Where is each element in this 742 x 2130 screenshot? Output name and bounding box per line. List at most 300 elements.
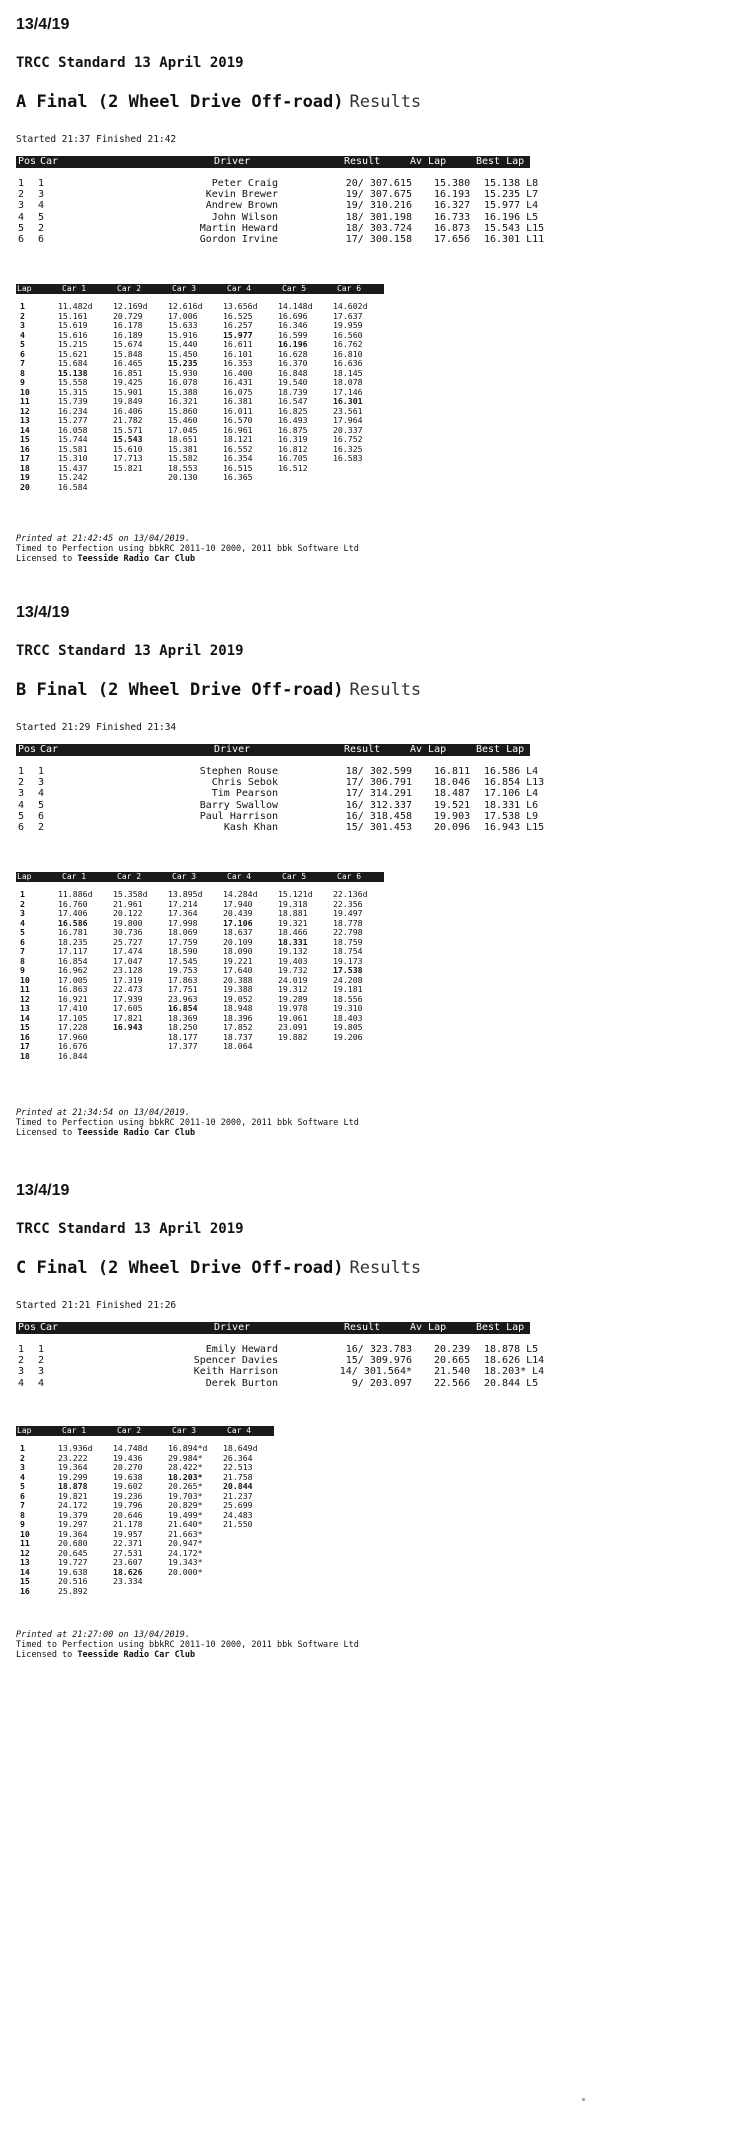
lap-time: 23.222 bbox=[58, 1452, 88, 1463]
lap-number: 12 bbox=[20, 405, 30, 416]
lap-time: 12.169d bbox=[113, 301, 148, 311]
result-result: 15/ 309.976 bbox=[345, 1355, 412, 1367]
lap-time: 19.805 bbox=[333, 1022, 363, 1032]
lap-time: 16.512 bbox=[278, 462, 308, 473]
lap-time: 16.321 bbox=[168, 396, 198, 406]
lap-header-cell: Car 5 bbox=[282, 872, 307, 881]
result-car: 1 bbox=[38, 178, 45, 189]
lap-time: 18.759 bbox=[333, 936, 363, 947]
result-result: 16/ 318.458 bbox=[345, 810, 412, 822]
lap-time: 20.270 bbox=[113, 1462, 143, 1472]
result-av: 15.380 bbox=[434, 178, 471, 189]
lap-time: 16.844 bbox=[58, 1050, 88, 1061]
results-header-cell: Best Lap bbox=[476, 1322, 525, 1333]
result-best: 16.854 L13 bbox=[484, 777, 545, 789]
result-pos: 2 bbox=[18, 777, 25, 789]
lap-time: 18.626 bbox=[113, 1566, 143, 1577]
result-best: 15.977 L4 bbox=[484, 200, 539, 212]
result-row bbox=[16, 777, 545, 789]
print-footer bbox=[16, 534, 359, 564]
lap-time: 19.343* bbox=[168, 1557, 203, 1567]
lap-time: 16.584 bbox=[58, 481, 88, 492]
lap-time: 19.297 bbox=[58, 1519, 88, 1529]
lap-time: 16.599 bbox=[278, 329, 308, 340]
printed-at: Printed at 21:42:45 on 13/04/2019. bbox=[16, 534, 190, 544]
lap-time: 17.940 bbox=[223, 898, 253, 909]
result-result: 15/ 301.453 bbox=[345, 822, 412, 833]
lap-number: 8 bbox=[20, 955, 25, 966]
lap-time: 18.369 bbox=[168, 1012, 198, 1023]
lap-time: 15.930 bbox=[168, 367, 198, 378]
lap-time: 19.289 bbox=[278, 993, 308, 1004]
lap-row bbox=[16, 378, 384, 387]
lap-time: 17.751 bbox=[168, 984, 198, 994]
results-label: Results bbox=[349, 680, 422, 700]
lap-row bbox=[16, 1539, 274, 1548]
results-header-cell: Car bbox=[40, 1322, 59, 1333]
result-av: 20.239 bbox=[434, 1344, 471, 1355]
lap-time: 19.299 bbox=[58, 1471, 88, 1482]
lap-header-bar bbox=[16, 872, 384, 882]
lap-time: 18.590 bbox=[168, 946, 198, 956]
result-av: 18.487 bbox=[434, 788, 471, 800]
lap-time: 14.148d bbox=[278, 301, 313, 311]
lap-row bbox=[16, 1558, 274, 1567]
lap-time: 16.189 bbox=[113, 329, 143, 340]
lap-header-bar bbox=[16, 284, 384, 294]
result-pos: 4 bbox=[18, 1377, 25, 1389]
lap-time: 15.242 bbox=[58, 472, 88, 482]
lap-number: 2 bbox=[20, 1452, 25, 1463]
lap-time: 15.619 bbox=[58, 320, 88, 330]
licensed-club: Teesside Radio Car Club bbox=[77, 1650, 196, 1660]
result-pos: 6 bbox=[18, 234, 25, 245]
lap-time: 12.616d bbox=[168, 301, 203, 311]
lap-time: 15.215 bbox=[58, 339, 88, 349]
licensed-prefix: Licensed to bbox=[16, 1128, 78, 1138]
lap-row bbox=[16, 966, 384, 975]
lap-time: 14.602d bbox=[333, 301, 368, 311]
result-driver: Tim Pearson bbox=[211, 788, 278, 800]
timed-line: Timed to Perfection using bbkRC 2011-10 2000, 2011 bbk Software Ltd bbox=[16, 544, 359, 554]
result-best: 16.196 L5 bbox=[484, 211, 539, 223]
lap-time: 15.610 bbox=[113, 443, 143, 454]
lap-header-cell: Lap bbox=[17, 1426, 32, 1435]
result-result: 17/ 306.791 bbox=[345, 777, 412, 789]
results-header-cell: Driver bbox=[214, 156, 251, 167]
lap-time: 15.558 bbox=[58, 377, 88, 387]
licensed-line bbox=[16, 554, 359, 564]
lap-time: 19.132 bbox=[278, 946, 308, 956]
lap-time: 16.921 bbox=[58, 993, 88, 1004]
lap-number: 4 bbox=[20, 1471, 25, 1482]
lap-time: 19.800 bbox=[113, 917, 143, 928]
lap-row bbox=[16, 985, 384, 994]
result-best: 18.878 L5 bbox=[484, 1344, 539, 1355]
lap-time: 19.602 bbox=[113, 1481, 143, 1491]
licensed-line bbox=[16, 1650, 359, 1660]
lap-number: 10 bbox=[20, 1528, 30, 1539]
lap-time: 25.727 bbox=[113, 936, 143, 947]
result-best: 18.203* L4 bbox=[484, 1366, 545, 1378]
result-driver: John Wilson bbox=[211, 211, 278, 223]
result-row bbox=[16, 810, 539, 822]
lap-number: 3 bbox=[20, 320, 25, 330]
lap-time: 15.138 bbox=[58, 367, 88, 378]
lap-number: 7 bbox=[20, 946, 25, 956]
lap-row bbox=[16, 302, 384, 311]
lap-time: 17.998 bbox=[168, 917, 198, 928]
lap-time: 15.739 bbox=[58, 396, 88, 406]
lap-time: 17.364 bbox=[168, 908, 198, 918]
lap-time: 15.860 bbox=[168, 405, 198, 416]
lap-time: 15.633 bbox=[168, 320, 198, 330]
event-title: TRCC Standard 13 April 2019 bbox=[16, 55, 244, 71]
lap-time: 17.228 bbox=[58, 1022, 88, 1032]
lap-time: 21.758 bbox=[223, 1471, 253, 1482]
lap-time: 22.136d bbox=[333, 889, 368, 899]
lap-time: 16.781 bbox=[58, 927, 88, 937]
lap-header-cell: Car 6 bbox=[337, 284, 362, 293]
lap-time: 17.474 bbox=[113, 946, 143, 956]
race-date: 13/4/19 bbox=[16, 16, 70, 33]
licensed-line bbox=[16, 1128, 359, 1138]
result-av: 17.656 bbox=[434, 234, 471, 245]
lap-row bbox=[16, 909, 384, 918]
result-av: 21.540 bbox=[434, 1366, 471, 1378]
lap-number: 12 bbox=[20, 993, 30, 1004]
lap-number: 14 bbox=[20, 424, 30, 435]
result-car: 4 bbox=[38, 200, 45, 212]
result-result: 19/ 310.216 bbox=[345, 200, 412, 212]
lap-time: 16.705 bbox=[278, 453, 308, 463]
lap-time: 18.754 bbox=[333, 946, 363, 956]
lap-time: 18.145 bbox=[333, 367, 363, 378]
lap-time: 16.760 bbox=[58, 898, 88, 909]
lap-number: 2 bbox=[20, 898, 25, 909]
lap-row bbox=[16, 340, 384, 349]
lap-time: 16.547 bbox=[278, 396, 308, 406]
lap-time: 20.829* bbox=[168, 1500, 203, 1510]
printed-at: Printed at 21:34:54 on 13/04/2019. bbox=[16, 1108, 190, 1118]
lap-time: 16.493 bbox=[278, 415, 308, 425]
results-label: Results bbox=[349, 1258, 422, 1278]
result-result: 20/ 307.615 bbox=[345, 178, 412, 189]
results-header-cell: Av Lap bbox=[410, 156, 447, 167]
result-pos: 5 bbox=[18, 810, 25, 822]
result-av: 19.903 bbox=[434, 810, 471, 822]
lap-time: 16.894*d bbox=[168, 1443, 208, 1453]
result-result: 17/ 314.291 bbox=[345, 788, 412, 800]
lap-header-cell: Car 2 bbox=[117, 872, 142, 881]
result-pos: 6 bbox=[18, 822, 25, 833]
result-row bbox=[16, 766, 539, 777]
lap-row bbox=[16, 1482, 274, 1491]
lap-time: 18.069 bbox=[168, 927, 198, 937]
lap-time: 15.310 bbox=[58, 453, 88, 463]
lap-time: 15.440 bbox=[168, 339, 198, 349]
results-header-cell: Result bbox=[344, 744, 381, 755]
lap-time: 22.473 bbox=[113, 984, 143, 994]
lap-time: 26.364 bbox=[223, 1452, 253, 1463]
lap-time: 30.736 bbox=[113, 927, 143, 937]
lap-time: 13.895d bbox=[168, 889, 203, 899]
lap-time: 16.854 bbox=[58, 955, 88, 966]
lap-number: 8 bbox=[20, 1509, 25, 1520]
final-heading bbox=[16, 680, 421, 700]
lap-number: 13 bbox=[20, 1557, 30, 1567]
lap-time: 15.744 bbox=[58, 434, 88, 444]
lap-number: 6 bbox=[20, 1490, 25, 1501]
lap-time: 16.365 bbox=[223, 472, 253, 482]
result-car: 4 bbox=[38, 1377, 45, 1389]
result-car: 2 bbox=[38, 822, 45, 833]
lap-time: 17.605 bbox=[113, 1003, 143, 1013]
lap-time: 16.465 bbox=[113, 358, 143, 368]
lap-row bbox=[16, 947, 384, 956]
start-finish-times: Started 21:29 Finished 21:34 bbox=[16, 722, 177, 733]
result-av: 16.811 bbox=[434, 766, 471, 777]
lap-time: 15.674 bbox=[113, 339, 143, 349]
lap-row bbox=[16, 1023, 384, 1032]
lap-number: 15 bbox=[20, 1022, 30, 1032]
lap-time: 18.203* bbox=[168, 1471, 203, 1482]
lap-row bbox=[16, 1463, 274, 1472]
result-row bbox=[16, 234, 545, 245]
final-heading bbox=[16, 92, 421, 112]
result-result: 17/ 300.158 bbox=[345, 234, 412, 245]
result-av: 16.873 bbox=[434, 222, 471, 234]
lap-header-cell: Car 3 bbox=[172, 1426, 197, 1435]
results-header-cell: Result bbox=[344, 1322, 381, 1333]
lap-time: 17.545 bbox=[168, 955, 198, 966]
lap-time: 19.364 bbox=[58, 1528, 88, 1539]
lap-row bbox=[16, 359, 384, 368]
lap-time: 18.553 bbox=[168, 462, 198, 473]
lap-header-cell: Car 4 bbox=[227, 1426, 252, 1435]
result-pos: 1 bbox=[18, 766, 25, 777]
lap-number: 14 bbox=[20, 1012, 30, 1023]
lap-number: 4 bbox=[20, 329, 25, 340]
lap-time: 15.543 bbox=[113, 434, 143, 444]
result-driver: Spencer Davies bbox=[193, 1355, 278, 1367]
race-date: 13/4/19 bbox=[16, 1182, 70, 1199]
lap-time: 17.863 bbox=[168, 974, 198, 985]
lap-time: 19.436 bbox=[113, 1452, 143, 1463]
lap-time: 15.621 bbox=[58, 348, 88, 359]
result-pos: 4 bbox=[18, 211, 25, 223]
lap-row bbox=[16, 483, 384, 492]
lap-time: 13.656d bbox=[223, 301, 258, 311]
lap-time: 17.637 bbox=[333, 310, 363, 321]
lap-number: 7 bbox=[20, 1500, 25, 1510]
lap-time: 15.848 bbox=[113, 348, 143, 359]
lap-time: 19.052 bbox=[223, 993, 253, 1004]
lap-time: 19.957 bbox=[113, 1528, 143, 1539]
lap-time: 18.651 bbox=[168, 434, 198, 444]
lap-time: 18.878 bbox=[58, 1481, 88, 1491]
lap-number: 5 bbox=[20, 927, 25, 937]
lap-time: 15.901 bbox=[113, 386, 143, 397]
printed-at: Printed at 21:27:00 on 13/04/2019. bbox=[16, 1630, 190, 1640]
lap-time: 15.437 bbox=[58, 462, 88, 473]
lap-row bbox=[16, 1577, 274, 1586]
lap-number: 20 bbox=[20, 481, 30, 492]
final-name: C Final (2 Wheel Drive Off-road) bbox=[16, 1258, 344, 1278]
lap-time: 15.582 bbox=[168, 453, 198, 463]
licensed-prefix: Licensed to bbox=[16, 554, 78, 564]
lap-time: 29.984* bbox=[168, 1452, 203, 1463]
result-car: 3 bbox=[38, 189, 45, 201]
lap-time: 11.482d bbox=[58, 301, 93, 311]
lap-time: 15.381 bbox=[168, 443, 198, 454]
scan-speck bbox=[582, 2098, 585, 2101]
lap-time: 17.146 bbox=[333, 386, 363, 397]
lap-number: 16 bbox=[20, 443, 30, 454]
lap-number: 1 bbox=[20, 889, 25, 899]
final-name: B Final (2 Wheel Drive Off-road) bbox=[16, 680, 344, 700]
lap-time: 15.161 bbox=[58, 310, 88, 321]
lap-header-cell: Car 4 bbox=[227, 872, 252, 881]
lap-row bbox=[16, 416, 384, 425]
result-pos: 3 bbox=[18, 200, 25, 212]
lap-time: 20.265* bbox=[168, 1481, 203, 1491]
lap-row bbox=[16, 321, 384, 330]
lap-time: 15.358d bbox=[113, 889, 148, 899]
result-av: 16.733 bbox=[434, 211, 471, 223]
lap-time: 15.315 bbox=[58, 386, 88, 397]
lap-time: 19.312 bbox=[278, 984, 308, 994]
lap-time: 21.782 bbox=[113, 415, 143, 425]
lap-header-cell: Car 3 bbox=[172, 872, 197, 881]
lap-time: 16.370 bbox=[278, 358, 308, 368]
result-row bbox=[16, 1366, 545, 1378]
results-header-cell: Pos bbox=[18, 1322, 37, 1333]
lap-time: 19.849 bbox=[113, 396, 143, 406]
lap-time: 16.058 bbox=[58, 424, 88, 435]
lap-time: 16.257 bbox=[223, 320, 253, 330]
result-car: 5 bbox=[38, 799, 45, 811]
print-footer bbox=[16, 1630, 359, 1660]
lap-time: 17.759 bbox=[168, 936, 198, 947]
lap-time: 20.680 bbox=[58, 1538, 88, 1548]
lap-time: 17.939 bbox=[113, 993, 143, 1004]
lap-time: 13.936d bbox=[58, 1443, 93, 1453]
lap-time: 17.821 bbox=[113, 1012, 143, 1023]
result-best: 17.538 L9 bbox=[484, 810, 539, 822]
lap-header-bar bbox=[16, 1426, 274, 1436]
lap-time: 15.235 bbox=[168, 358, 198, 368]
result-row bbox=[16, 211, 539, 223]
result-car: 3 bbox=[38, 1366, 45, 1378]
lap-time: 15.388 bbox=[168, 386, 198, 397]
lap-time: 16.319 bbox=[278, 434, 308, 444]
lap-time: 25.892 bbox=[58, 1585, 88, 1596]
lap-time: 16.346 bbox=[278, 320, 308, 330]
lap-header-cell: Lap bbox=[17, 284, 32, 293]
lap-number: 7 bbox=[20, 358, 25, 368]
lap-number: 18 bbox=[20, 462, 30, 473]
lap-time: 15.277 bbox=[58, 415, 88, 425]
lap-time: 19.753 bbox=[168, 965, 198, 975]
lap-time: 17.106 bbox=[223, 917, 253, 928]
lap-time: 17.538 bbox=[333, 965, 363, 975]
lap-time: 20.439 bbox=[223, 908, 253, 918]
lap-number: 4 bbox=[20, 917, 25, 928]
lap-time: 17.214 bbox=[168, 898, 198, 909]
licensed-club: Teesside Radio Car Club bbox=[77, 1128, 196, 1138]
result-best: 15.138 L8 bbox=[484, 178, 539, 189]
result-row bbox=[16, 822, 545, 833]
lap-time: 19.959 bbox=[333, 320, 363, 330]
lap-header-cell: Car 3 bbox=[172, 284, 197, 293]
result-pos: 5 bbox=[18, 222, 25, 234]
lap-time: 20.109 bbox=[223, 936, 253, 947]
result-av: 16.193 bbox=[434, 189, 471, 201]
lap-time: 16.810 bbox=[333, 348, 363, 359]
lap-time: 16.825 bbox=[278, 405, 308, 416]
start-finish-times: Started 21:37 Finished 21:42 bbox=[16, 134, 177, 145]
result-best: 17.106 L4 bbox=[484, 788, 539, 800]
lap-time: 19.364 bbox=[58, 1462, 88, 1472]
lap-time: 17.006 bbox=[168, 310, 198, 321]
result-row bbox=[16, 1344, 539, 1355]
lap-time: 19.206 bbox=[333, 1031, 363, 1042]
lap-time: 16.431 bbox=[223, 377, 253, 387]
result-row bbox=[16, 178, 539, 189]
lap-time: 19.403 bbox=[278, 955, 308, 966]
lap-time: 16.583 bbox=[333, 453, 363, 463]
lap-time: 21.961 bbox=[113, 898, 143, 909]
lap-row bbox=[16, 1042, 384, 1051]
lap-time: 17.852 bbox=[223, 1022, 253, 1032]
lap-number: 6 bbox=[20, 936, 25, 947]
lap-time: 19.061 bbox=[278, 1012, 308, 1023]
lap-time: 18.948 bbox=[223, 1003, 253, 1013]
lap-number: 16 bbox=[20, 1585, 30, 1596]
result-av: 20.665 bbox=[434, 1355, 471, 1367]
result-car: 6 bbox=[38, 234, 45, 245]
lap-time: 19.236 bbox=[113, 1490, 143, 1501]
lap-time: 20.947* bbox=[168, 1538, 203, 1548]
result-row bbox=[16, 1355, 545, 1367]
result-car: 5 bbox=[38, 211, 45, 223]
result-driver: Keith Harrison bbox=[193, 1366, 278, 1378]
lap-number: 19 bbox=[20, 472, 30, 482]
lap-time: 18.881 bbox=[278, 908, 308, 918]
lap-time: 16.525 bbox=[223, 310, 253, 321]
lap-time: 17.410 bbox=[58, 1003, 88, 1013]
lap-time: 17.964 bbox=[333, 415, 363, 425]
lap-time: 21.663* bbox=[168, 1528, 203, 1539]
lap-time: 15.616 bbox=[58, 329, 88, 340]
lap-time: 19.321 bbox=[278, 917, 308, 928]
lap-time: 15.684 bbox=[58, 358, 88, 368]
result-best: 18.626 L14 bbox=[484, 1355, 545, 1367]
result-pos: 2 bbox=[18, 189, 25, 201]
final-heading bbox=[16, 1258, 421, 1278]
result-driver: Paul Harrison bbox=[199, 810, 278, 822]
lap-time: 17.640 bbox=[223, 965, 253, 975]
lap-number: 13 bbox=[20, 1003, 30, 1013]
lap-time: 15.450 bbox=[168, 348, 198, 359]
lap-row bbox=[16, 397, 384, 406]
result-pos: 4 bbox=[18, 799, 25, 811]
lap-time: 16.628 bbox=[278, 348, 308, 359]
licensed-prefix: Licensed to bbox=[16, 1650, 78, 1660]
result-pos: 1 bbox=[18, 178, 25, 189]
result-driver: Martin Heward bbox=[199, 222, 278, 234]
